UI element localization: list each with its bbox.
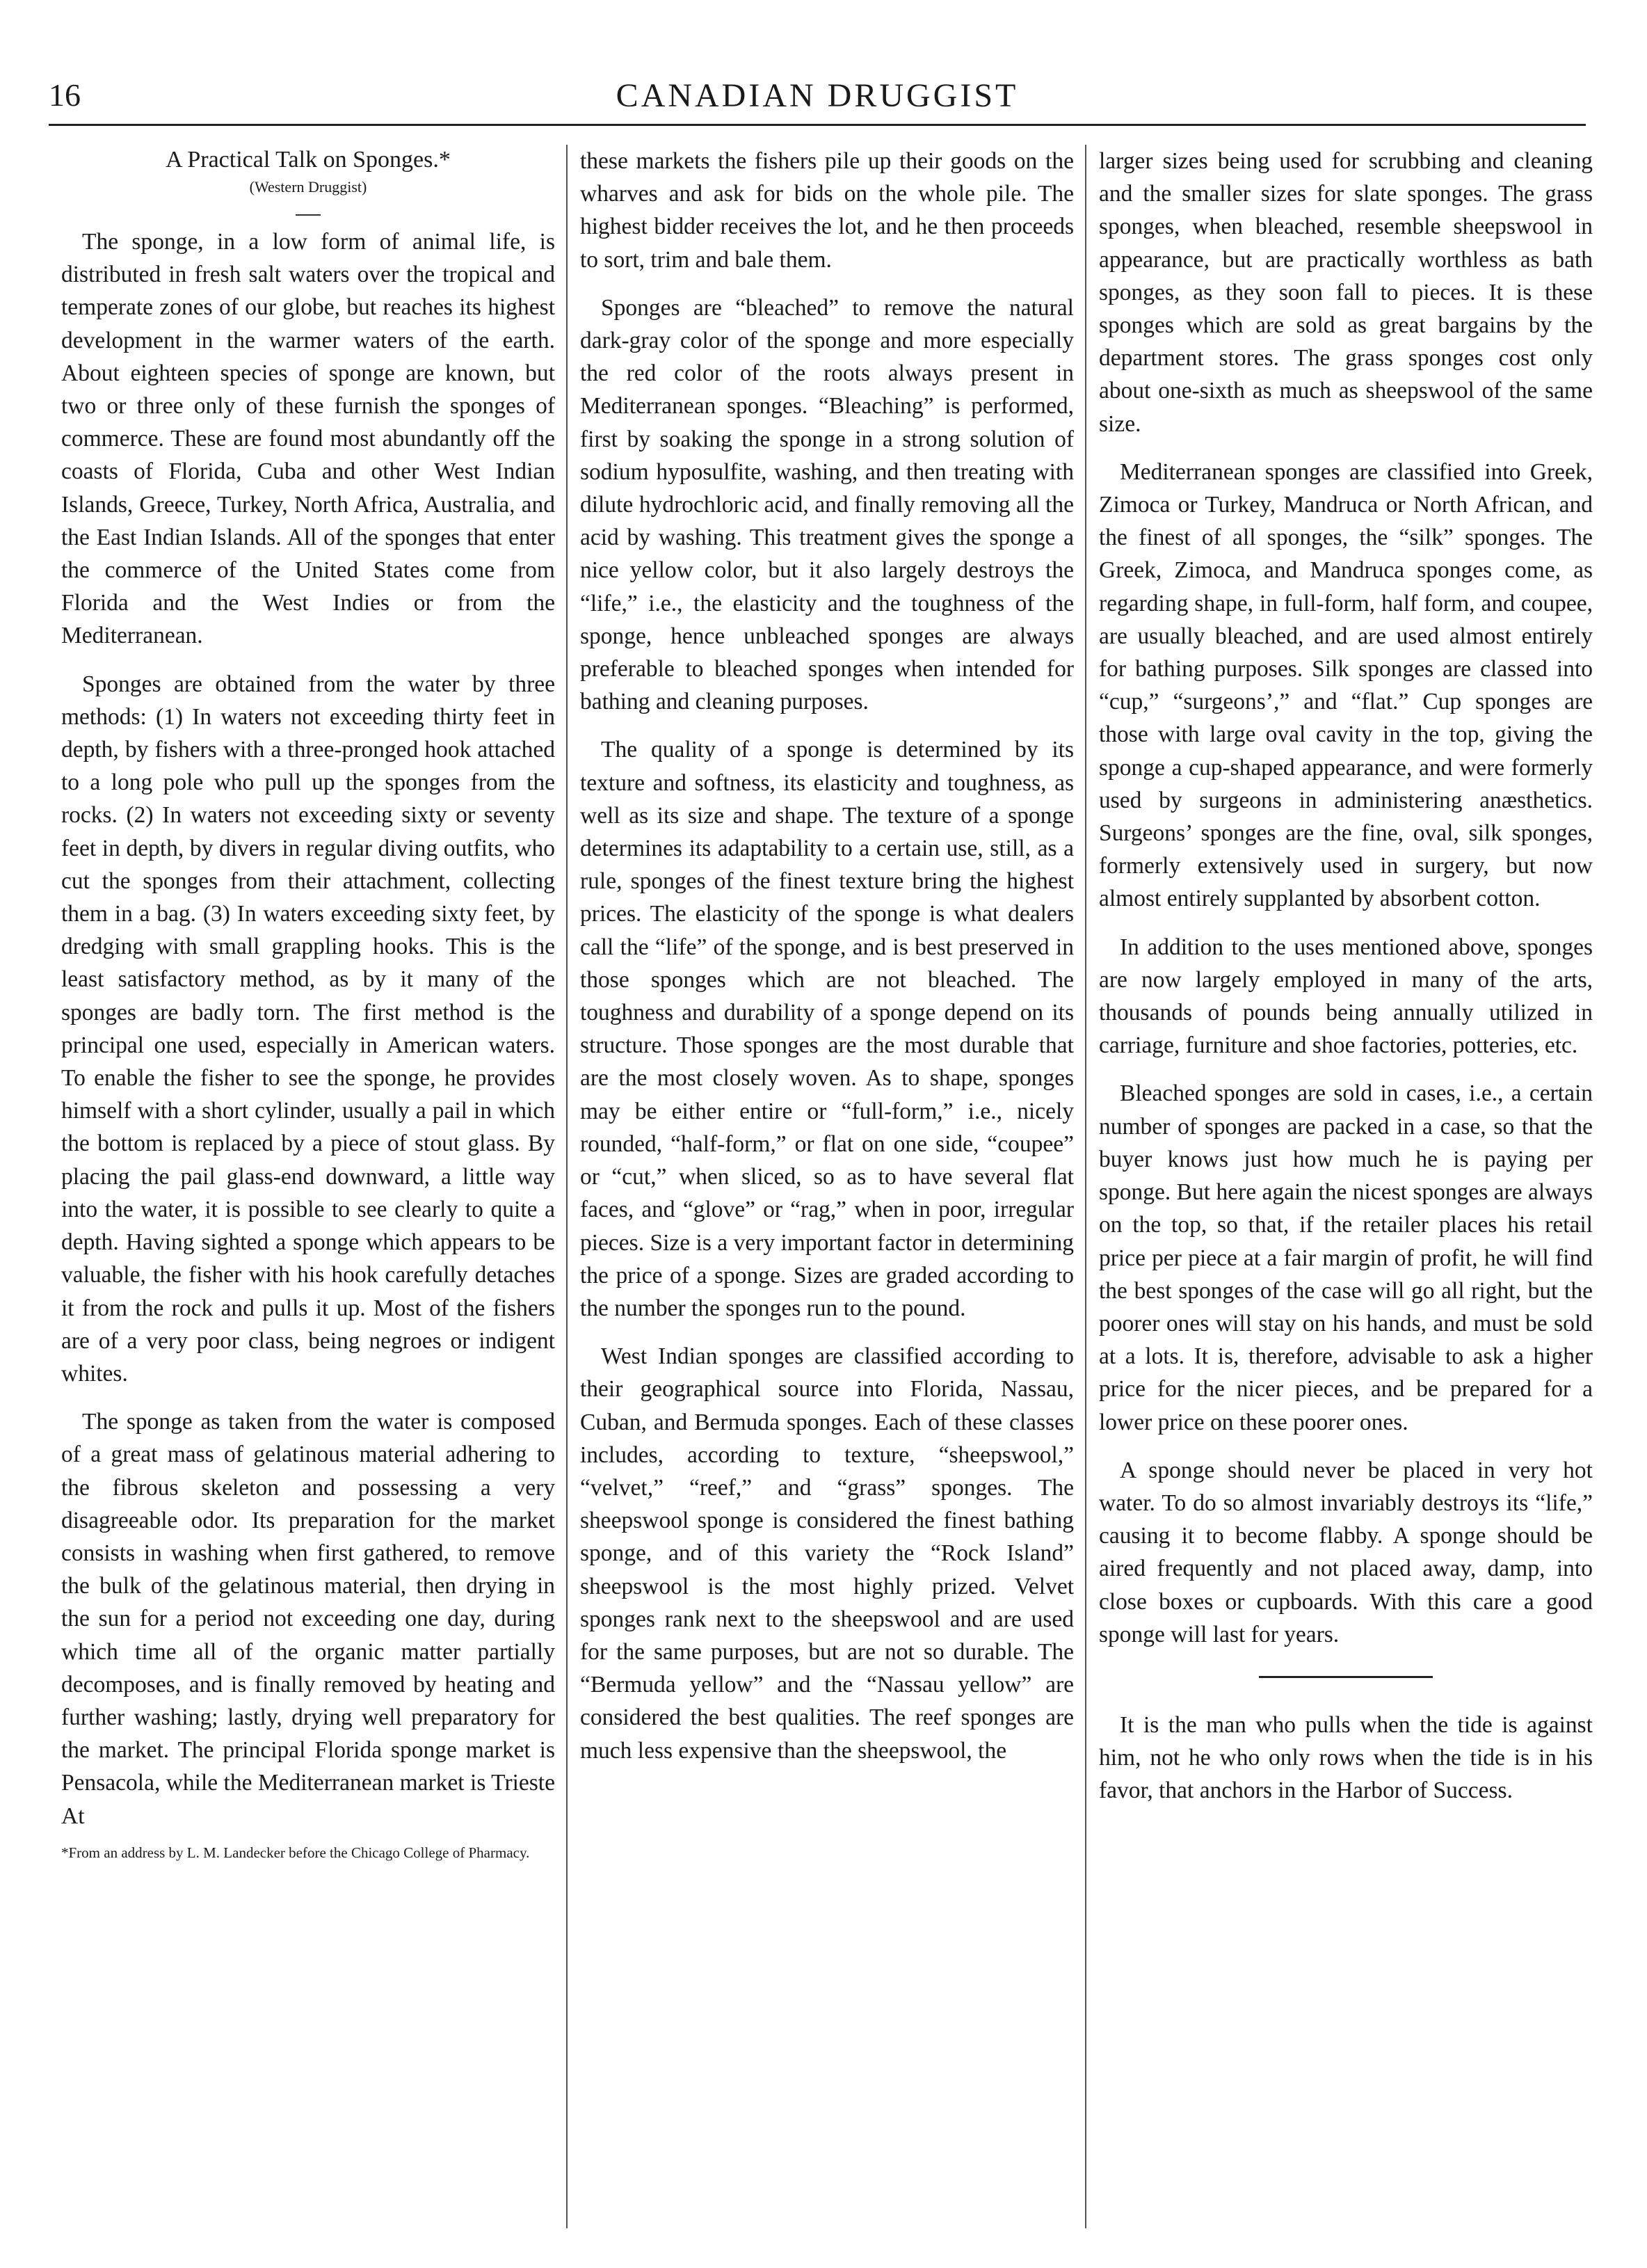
article-title: A Practical Talk on Sponges.* [166, 147, 451, 173]
article-source: (Western Druggist) [249, 178, 367, 195]
column-2 [580, 145, 1074, 1782]
column-1 [61, 145, 555, 1878]
paragraph: these markets the fishers pile up their goods on the wharves and ask for bids on the whole pile. The highest bidder receives the lot, and he then proceeds to sort, trim and bale them. [580, 148, 1074, 273]
paragraph: Bleached sponges are sold in cases, i.e., a certain number of sponges are packed in a case, so that the buyer knows just how much he is paying per sponge. But here again the nicest sponges are always on the top, so that, if the retailer places his retail price per piece at a fair margin of profit, he will find the best sponges of the case will go all right, but the poorer ones will stay on his hands, and must be sold at a lots. It is, therefore, advisable to ask a higher price for the nicer pieces, and be prepared for a lower price on these poorer ones. [1099, 1080, 1593, 1435]
paragraph: Mediterranean sponges are classified into Greek, Zimoca or Turkey, Mandruca or North African, and the finest of all sponges, the “silk” sponges. The Greek, Zimoca, and Mandruca sponges come, as regarding shape, in full-form, half form, and coupee, are usually bleached, and are used almost entirely for bathing purposes. Silk sponges are classed into “cup,” “surgeons’,” and “flat.” Cup sponges are those with large oval cavity in the top, giving the sponge a cup-shaped appearance, and were formerly used by surgeons in administering anæsthetics. Surgeons’ sponges are the fine, oval, silk sponges, formerly extensively used in surgery, but now almost entirely supplanted by absorbent cotton. [1099, 458, 1593, 912]
column-divider-1 [566, 145, 568, 2228]
paragraph: Sponges are “bleached” to remove the natural dark-gray color of the sponge and more especially the red color of the roots always present in Mediterranean sponges. “Bleaching” is performed, first by soaking the sponge in a strong solution of sodium hyposulfite, washing, and then treating with dilute hydrochloric acid, and finally removing all the acid by washing. This treatment gives the sponge a nice yellow color, but it also largely destroys the “life,” i.e., the elasticity and the toughness of the sponge, hence unbleached sponges are always preferable to bleached sponges when intended for bathing and cleaning purposes. [580, 294, 1074, 715]
journal-title: CANADIAN DRUGGIST [616, 77, 1019, 114]
title-rule [296, 214, 321, 216]
header-rule [49, 124, 1586, 126]
footnote: *From an address by L. M. Landecker before the Chicago College of Pharmacy. [61, 1844, 530, 1861]
paragraph: In addition to the uses mentioned above, sponges are now largely employed in many of the arts, thousands of pounds being annually utilized in carriage, furniture and shoe factories, potteries, etc. [1099, 934, 1593, 1059]
paragraph: larger sizes being used for scrubbing and cleaning and the smaller sizes for slate sponges. The grass sponges, when bleached, resemble sheepswool in appearance, but are practically worthless as bath sponges, as they soon fall to pieces. It is these sponges which are sold as great bargains by the department stores. The grass sponges cost only about one-sixth as much as sheepswool of the same size. [1099, 148, 1593, 437]
section-divider [1259, 1676, 1433, 1678]
paragraph: A sponge should never be placed in very hot water. To do so almost invariably destroys its “life,” causing it to become flabby. A sponge should be aired frequently and not placed away, damp, into close boxes or cupboards. With this care a good sponge will last for years. [1099, 1457, 1593, 1647]
paragraph: The sponge, in a low form of animal life, is distributed in fresh salt waters over the tropical and temperate zones of our globe, but reaches its highest development in the warmer waters of the earth. About eighteen species of sponge are known, but two or three only of these furnish the sponges of commerce. These are found most abundantly off the coasts of Florida, Cuba and other West Indian Islands, Greece, Turkey, North Africa, Australia, and the East Indian Islands. All of the sponges that enter the commerce of the United States come from Florida and the West Indies or from the Mediterranean. [61, 229, 555, 649]
column-3 [1099, 145, 1593, 1823]
filler-quote: It is the man who pulls when the tide is against him, not he who only rows when the tide is in his favor, that anchors in the Harbor of Success. [1099, 1711, 1593, 1804]
paragraph: The sponge as taken from the water is composed of a great mass of gelatinous material adhering to the fibrous skeleton and possessing a very disagreeable odor. Its preparation for the market consists in washing when first gathered, to remove the bulk of the gelatinous material, then drying in the sun for a period not exceeding one day, during which time all of the organic matter partially decomposes, and is finally removed by heating and further washing; lastly, drying well preparatory for the market. The principal Florida sponge market is Pensacola, while the Mediterranean market is Trieste At [61, 1409, 555, 1829]
paragraph: The quality of a sponge is determined by its texture and softness, its elasticity and toughness, as well as its size and shape. The texture of a sponge determines its adaptability to a certain use, still, as a rule, sponges of the finest texture bring the highest prices. The elasticity of the sponge is what dealers call the “life” of the sponge, and is best preserved in those sponges which are not bleached. The toughness and durability of a sponge depend on its structure. Those sponges are the most durable that are the most closely woven. As to shape, sponges may be either entire or “full-form,” i.e., nicely rounded, “half-form,” or flat on one side, “coupee” or “cut,” when sliced, so as to have several flat faces, and “glove” or “rag,” when in poor, irregular pieces. Size is a very important factor in determining the price of a sponge. Sizes are graded according to the number the sponges run to the pound. [580, 737, 1074, 1321]
paragraph: West Indian sponges are classified according to their geographical source into Florida, Nassau, Cuban, and Bermuda sponges. Each of these classes includes, according to texture, “sheepswool,” “velvet,” “reef,” and “grass” sponges. The sheepswool sponge is considered the finest bathing sponge, and of this variety the “Rock Island” sheepswool is the most highly prized. Velvet sponges rank next to the sheepswool and are used for the same purposes, but are not so durable. The “Bermuda yellow” and the “Nassau yellow” are considered the best qualities. The reef sponges are much less expensive than the sheepswool, the [580, 1343, 1074, 1764]
page-number: 16 [49, 77, 81, 113]
column-divider-2 [1085, 145, 1086, 2228]
paragraph: Sponges are obtained from the water by three methods: (1) In waters not exceeding thirty feet in depth, by fishers with a three-pronged hook attached to a long pole who pull up the sponges from the rocks. (2) In waters not exceeding sixty or seventy feet in depth, by divers in regular diving outfits, who cut the sponges from their attachment, collecting them in a bag. (3) In waters exceeding sixty feet, by dredging with small grappling hooks. This is the least satisfactory method, as by it many of the sponges are badly torn. The first method is the principal one used, especially in American waters. To enable the fisher to see the sponge, he provides himself with a short cylinder, usually a pail in which the bottom is replaced by a piece of stout glass. By placing the pail glass-end downward, a little way into the water, it is possible to see clearly to quite a depth. Having sighted a sponge which appears to be valuable, the fisher with his hook carefully detaches it from the rock and pulls it up. Most of the fishers are of a very poor class, being negroes or indigent whites. [61, 671, 555, 1387]
page-header [49, 77, 1586, 127]
